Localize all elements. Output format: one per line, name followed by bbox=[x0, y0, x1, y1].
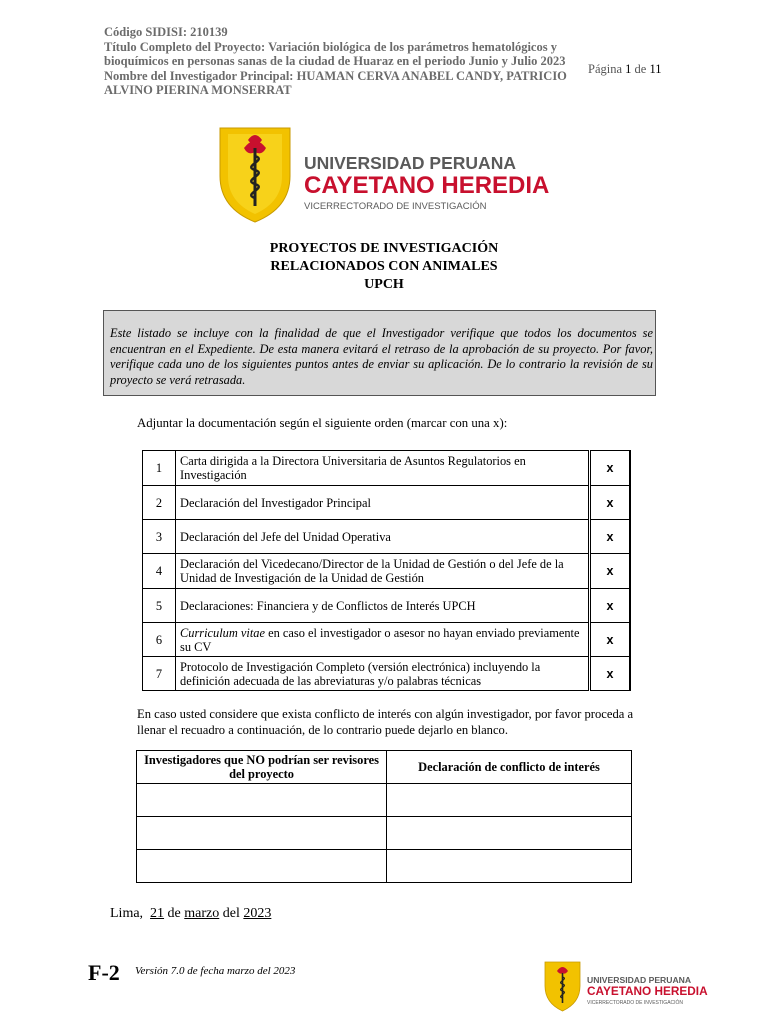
row-number: 6 bbox=[143, 623, 176, 657]
date-de-2: del bbox=[222, 906, 240, 921]
row-number: 3 bbox=[143, 520, 176, 554]
row-description: Declaraciones: Financiera y de Conflictos de Interés UPCH bbox=[176, 589, 590, 623]
checklist-row bbox=[143, 520, 631, 554]
checklist-row bbox=[143, 657, 631, 691]
conflict-row bbox=[137, 817, 632, 850]
row-number: 7 bbox=[143, 657, 176, 691]
checklist-row bbox=[143, 486, 631, 520]
row-number: 4 bbox=[143, 554, 176, 589]
form-code: F-2 bbox=[88, 960, 120, 985]
conflict-declaration-cell[interactable] bbox=[387, 850, 632, 883]
logo-line-1: UNIVERSIDAD PERUANA bbox=[304, 153, 516, 173]
date-day: 21 bbox=[150, 906, 165, 921]
row-description: Protocolo de Investigación Completo (versión electrónica) incluyendo la definición adecuada de las abreviaturas y/o palabras técnicas bbox=[176, 657, 590, 691]
logo-line-3: VICERRECTORADO DE INVESTIGACIÓN bbox=[304, 201, 487, 212]
footer-logo-line-2: CAYETANO HEREDIA bbox=[587, 984, 708, 998]
conflict-declaration-cell[interactable] bbox=[387, 817, 632, 850]
page-number bbox=[588, 62, 662, 77]
conflict-investigator-cell[interactable] bbox=[137, 850, 387, 883]
checklist-row bbox=[143, 451, 631, 486]
checklist-row bbox=[143, 623, 631, 657]
date-month: marzo bbox=[184, 906, 220, 921]
principal-investigator: Nombre del Investigador Principal: HUAMAN CERVA ANABEL CANDY, PATRICIO ALVINO PIERINA MONSERRAT bbox=[104, 68, 567, 98]
conflict-table bbox=[136, 750, 632, 883]
row-description: Declaración del Vicedecano/Director de la Unidad de Gestión o del Jefe de la Unidad de Investigación de la Unidad de Gestión bbox=[176, 554, 590, 589]
document-checklist bbox=[142, 450, 631, 691]
checklist-intro: Adjuntar la documentación según el siguiente orden (marcar con una x): bbox=[137, 416, 508, 430]
conflict-note: En caso usted considere que exista conflicto de interés con algún investigador, por favor proceda a llenar el recuadro a continuación, de lo contrario puede dejarlo en blanco. bbox=[137, 707, 634, 737]
cv-text: en caso el investigador o asesor no hayan enviado previamente su CV bbox=[180, 625, 580, 654]
conflict-investigator-cell[interactable] bbox=[137, 817, 387, 850]
conflict-declaration-cell[interactable] bbox=[387, 784, 632, 817]
page-total: 11 bbox=[649, 62, 662, 76]
row-description: Declaración del Investigador Principal bbox=[176, 486, 590, 520]
conflict-investigator-cell[interactable] bbox=[137, 784, 387, 817]
cv-italic: Curriculum vitae bbox=[180, 625, 266, 640]
project-title: Título Completo del Proyecto: Variación biológica de los parámetros hematológicos y bioquímicos en personas sanas de la ciudad de Huaraz en el periodo Junio y Julio 2023 bbox=[104, 39, 566, 69]
checklist-row bbox=[143, 589, 631, 623]
row-checkbox[interactable]: x bbox=[590, 486, 631, 520]
row-checkbox[interactable]: x bbox=[590, 554, 631, 589]
title-line-1: PROYECTOS DE INVESTIGACIÓN bbox=[269, 241, 499, 256]
page-label: Página bbox=[588, 62, 623, 76]
page-of: de bbox=[634, 62, 647, 76]
row-checkbox[interactable]: x bbox=[590, 520, 631, 554]
date-line bbox=[110, 906, 271, 922]
date-city: Lima, bbox=[110, 906, 144, 921]
document-title bbox=[0, 240, 768, 294]
row-number: 5 bbox=[143, 589, 176, 623]
row-checkbox[interactable]: x bbox=[590, 451, 631, 486]
row-checkbox[interactable]: x bbox=[590, 657, 631, 691]
row-number: 2 bbox=[143, 486, 176, 520]
logo-line-2: CAYETANO HEREDIA bbox=[304, 172, 550, 199]
conflict-row bbox=[137, 784, 632, 817]
row-checkbox[interactable]: x bbox=[590, 623, 631, 657]
university-logo bbox=[218, 126, 558, 224]
conflict-col-declaration: Declaración de conflicto de interés bbox=[387, 751, 632, 784]
form-version: Versión 7.0 de fecha marzo del 2023 bbox=[135, 965, 296, 977]
row-description: Declaración del Jefe del Unidad Operativa bbox=[176, 520, 590, 554]
conflict-row bbox=[137, 850, 632, 883]
row-description: Carta dirigida a la Directora Universitaria de Asuntos Regulatorios en Investigación bbox=[176, 451, 590, 486]
shield-caduceus-icon bbox=[220, 128, 290, 222]
row-checkbox[interactable]: x bbox=[590, 589, 631, 623]
date-de-1: de bbox=[167, 906, 181, 921]
row-number: 1 bbox=[143, 451, 176, 486]
document-header bbox=[104, 25, 574, 98]
title-line-3: UPCH bbox=[364, 277, 404, 292]
footer-logo-line-1: UNIVERSIDAD PERUANA bbox=[587, 975, 692, 985]
footer-shield-icon bbox=[545, 962, 580, 1011]
page-current: 1 bbox=[625, 62, 632, 76]
footer-university-logo bbox=[544, 961, 714, 1013]
sidisi-code: Código SIDISI: 210139 bbox=[104, 25, 228, 39]
notice-box: Este listado se incluye con la finalidad de que el Investigador verifique que todos los documentos se encuentran en el Expediente. De esta manera evitará el retraso de la aprobación de su proyecto. Por favor, verifique cada uno de los siguientes puntos antes de enviar su aplicación. De lo contrario la revisión de su proyecto se verá retrasada. bbox=[103, 310, 656, 396]
checklist-row bbox=[143, 554, 631, 589]
conflict-col-investigators: Investigadores que NO podrían ser revisores del proyecto bbox=[137, 751, 387, 784]
row-description bbox=[176, 623, 590, 657]
date-year: 2023 bbox=[243, 906, 272, 921]
footer-logo-line-3: VICERRECTORADO DE INVESTIGACIÓN bbox=[587, 1000, 684, 1006]
title-line-2: RELACIONADOS CON ANIMALES bbox=[270, 259, 498, 274]
